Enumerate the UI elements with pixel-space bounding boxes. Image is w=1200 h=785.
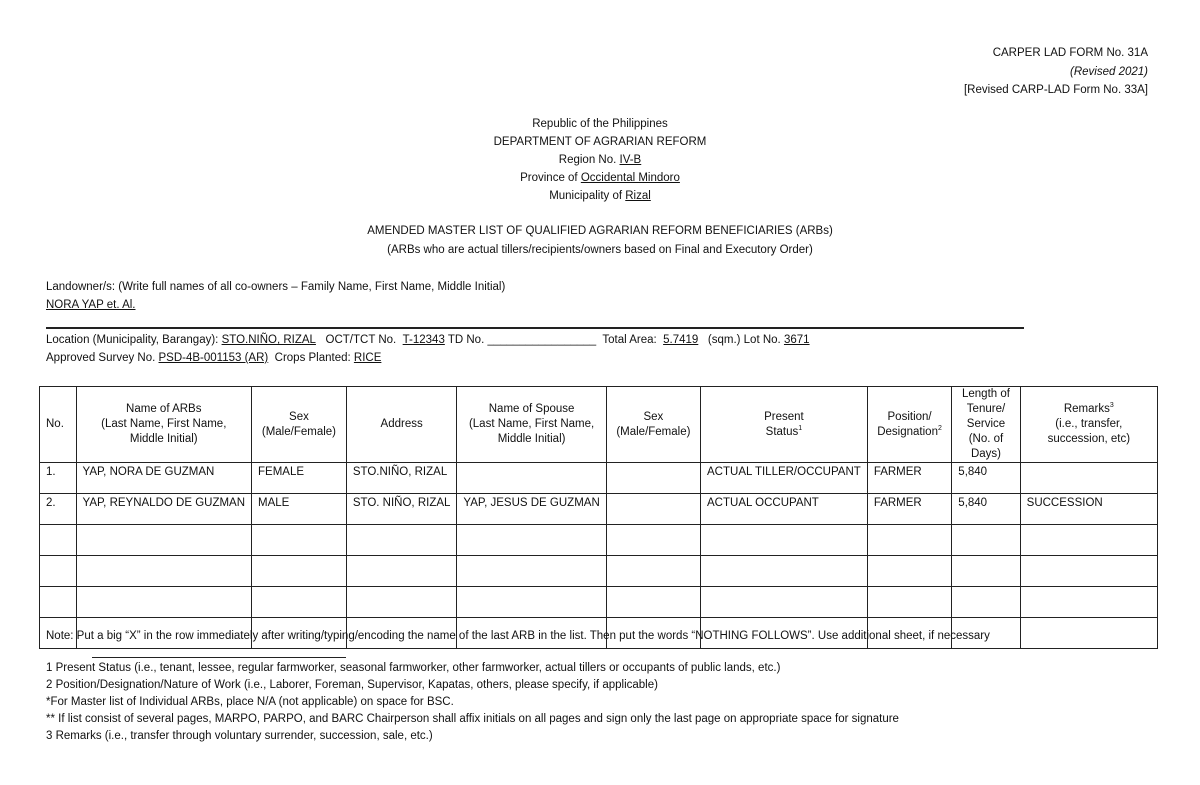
cell-sex: MALE bbox=[252, 494, 347, 525]
td-label: TD No. _________________ bbox=[447, 334, 597, 346]
cell-no: 2. bbox=[40, 494, 77, 525]
form-number: CARPER LAD FORM No. 31A bbox=[992, 47, 1148, 59]
header-text: (i.e., transfer, succession, etc) bbox=[1047, 418, 1131, 445]
cell-name: YAP, NORA DE GUZMAN bbox=[76, 463, 252, 494]
form-revised-reference: [Revised CARP-LAD Form No. 33A] bbox=[963, 84, 1148, 96]
region-value: IV-B bbox=[619, 154, 642, 166]
footnote-marker: 1 bbox=[798, 424, 803, 432]
table-row-empty bbox=[40, 525, 1158, 556]
department-heading: DEPARTMENT OF AGRARIAN REFORM bbox=[493, 136, 707, 148]
cell-position: FARMER bbox=[867, 463, 951, 494]
cell-sex: FEMALE bbox=[252, 463, 347, 494]
cell-remarks bbox=[1020, 463, 1157, 494]
header-text: (Last Name, First Name, bbox=[468, 418, 595, 430]
header-text: Name of ARBs bbox=[126, 403, 202, 415]
table-row bbox=[40, 494, 1158, 525]
footnote-marker: 2 bbox=[937, 424, 942, 432]
cell-address: STO.NIÑO, RIZAL bbox=[346, 463, 457, 494]
header-text: Middle Initial) bbox=[129, 433, 198, 445]
oct-value: T-12343 bbox=[402, 334, 445, 346]
document-title: AMENDED MASTER LIST OF QUALIFIED AGRARIAN REFORM BENEFICIARIES (ARBs) bbox=[367, 225, 833, 237]
cell-address: STO. NIÑO, RIZAL bbox=[346, 494, 457, 525]
footnote-divider bbox=[92, 657, 346, 658]
col-header-status bbox=[701, 387, 868, 463]
header-text: Present bbox=[764, 410, 804, 423]
table-row-empty bbox=[40, 587, 1158, 618]
header-text: (Male/Female) bbox=[261, 425, 337, 438]
arb-table bbox=[39, 386, 1158, 649]
lot-value: 3671 bbox=[783, 334, 810, 346]
cell-spouse bbox=[457, 463, 606, 494]
col-header-tenure bbox=[952, 387, 1020, 463]
survey-label: Approved Survey No. bbox=[46, 352, 159, 364]
footnote-several-pages: ** If list consist of several pages, MARPO, PARPO, and BARC Chairperson shall affix initials on all pages and sign only the last page on appropriate space for signature bbox=[46, 713, 899, 725]
area-label: Total Area: bbox=[602, 334, 657, 346]
cell-position: FARMER bbox=[867, 494, 951, 525]
table-header-row bbox=[40, 387, 1158, 463]
landowner-label: Landowner/s: (Write full names of all co-owners – Family Name, First Name, Middle Initial) bbox=[46, 281, 506, 293]
header-text: (No. of Days) bbox=[968, 433, 1004, 460]
col-header-remarks bbox=[1020, 387, 1157, 463]
header-text: Designation bbox=[877, 425, 938, 438]
cell-tenure: 5,840 bbox=[952, 494, 1020, 525]
header-text: Sex bbox=[289, 410, 309, 423]
footnote-present-status: 1 Present Status (i.e., tenant, lessee, regular farmworker, seasonal farmworker, other farmworker, actual tillers or occupants of public lands, etc.) bbox=[46, 662, 781, 674]
location-label: Location (Municipality, Barangay): bbox=[46, 334, 222, 346]
cell-no: 1. bbox=[40, 463, 77, 494]
crops-value: RICE bbox=[353, 352, 382, 364]
footnote-remarks: 3 Remarks (i.e., transfer through voluntary surrender, succession, sale, etc.) bbox=[46, 730, 433, 742]
region-line bbox=[0, 154, 1200, 166]
header-text: Name of Spouse bbox=[488, 403, 575, 415]
cell-spouse: YAP, JESUS DE GUZMAN bbox=[457, 494, 606, 525]
header-text: Position/ bbox=[887, 410, 932, 423]
province-label: Province of bbox=[520, 172, 581, 184]
area-unit: (sqm.) Lot No. bbox=[707, 334, 781, 346]
cell-status: ACTUAL OCCUPANT bbox=[701, 494, 868, 525]
table-note: Note: Put a big “X” in the row immediately after writing/typing/encoding the name of the last ARB in the list. Then put the words “NOTHING FOLLOWS”. Use additional sheet, if necessary bbox=[46, 630, 990, 642]
document-subtitle: (ARBs who are actual tillers/recipients/owners based on Final and Executory Order) bbox=[387, 244, 813, 256]
location-value: STO.NIÑO, RIZAL bbox=[221, 334, 316, 346]
crops-label: Crops Planted: bbox=[274, 352, 354, 364]
municipality-value: Rizal bbox=[625, 190, 651, 202]
header-text: Status bbox=[765, 425, 799, 438]
header-text: Tenure/ bbox=[966, 403, 1006, 415]
header-text: (Male/Female) bbox=[616, 425, 691, 438]
cell-spouse-sex bbox=[606, 494, 700, 525]
form-revised: (Revised 2021) bbox=[1070, 66, 1148, 78]
area-value: 5.7419 bbox=[663, 334, 699, 346]
col-header-spouse bbox=[457, 387, 606, 463]
oct-label: OCT/TCT No. bbox=[325, 334, 397, 346]
header-text: (Last Name, First Name, bbox=[101, 418, 227, 430]
col-header-address: Address bbox=[346, 387, 457, 463]
location-line bbox=[46, 334, 810, 346]
section-divider bbox=[46, 327, 1024, 329]
municipality-line bbox=[0, 190, 1200, 202]
province-value: Occidental Mindoro bbox=[580, 172, 680, 184]
col-header-sex bbox=[252, 387, 347, 463]
footnote-individual-arbs: *For Master list of Individual ARBs, place N/A (not applicable) on space for BSC. bbox=[46, 696, 454, 708]
republic-heading: Republic of the Philippines bbox=[532, 118, 668, 130]
col-header-name bbox=[76, 387, 252, 463]
province-line bbox=[0, 172, 1200, 184]
table-row bbox=[40, 463, 1158, 494]
region-label: Region No. bbox=[558, 154, 620, 166]
footnote-marker: 3 bbox=[1109, 402, 1114, 410]
header-text: Remarks bbox=[1063, 403, 1110, 415]
footnote-position: 2 Position/Designation/Nature of Work (i.e., Laborer, Foreman, Supervisor, Kapatas, others, please specify, if applicable) bbox=[46, 679, 658, 691]
table-row-empty bbox=[40, 556, 1158, 587]
landowner-value: NORA YAP et. Al. bbox=[46, 299, 136, 311]
survey-line bbox=[46, 352, 381, 364]
cell-spouse-sex bbox=[606, 463, 700, 494]
cell-status: ACTUAL TILLER/OCCUPANT bbox=[701, 463, 868, 494]
col-header-no: No. bbox=[40, 387, 77, 463]
header-text: Sex bbox=[643, 410, 664, 423]
cell-name: YAP, REYNALDO DE GUZMAN bbox=[76, 494, 252, 525]
col-header-position bbox=[867, 387, 951, 463]
col-header-spouse-sex bbox=[606, 387, 700, 463]
header-text: Service bbox=[966, 418, 1006, 430]
municipality-label: Municipality of bbox=[549, 190, 626, 202]
survey-value: PSD-4B-001153 (AR) bbox=[158, 352, 269, 364]
header-text: Middle Initial) bbox=[497, 433, 566, 445]
header-text: Length of bbox=[961, 388, 1010, 400]
cell-tenure: 5,840 bbox=[952, 463, 1020, 494]
cell-remarks: SUCCESSION bbox=[1020, 494, 1157, 525]
